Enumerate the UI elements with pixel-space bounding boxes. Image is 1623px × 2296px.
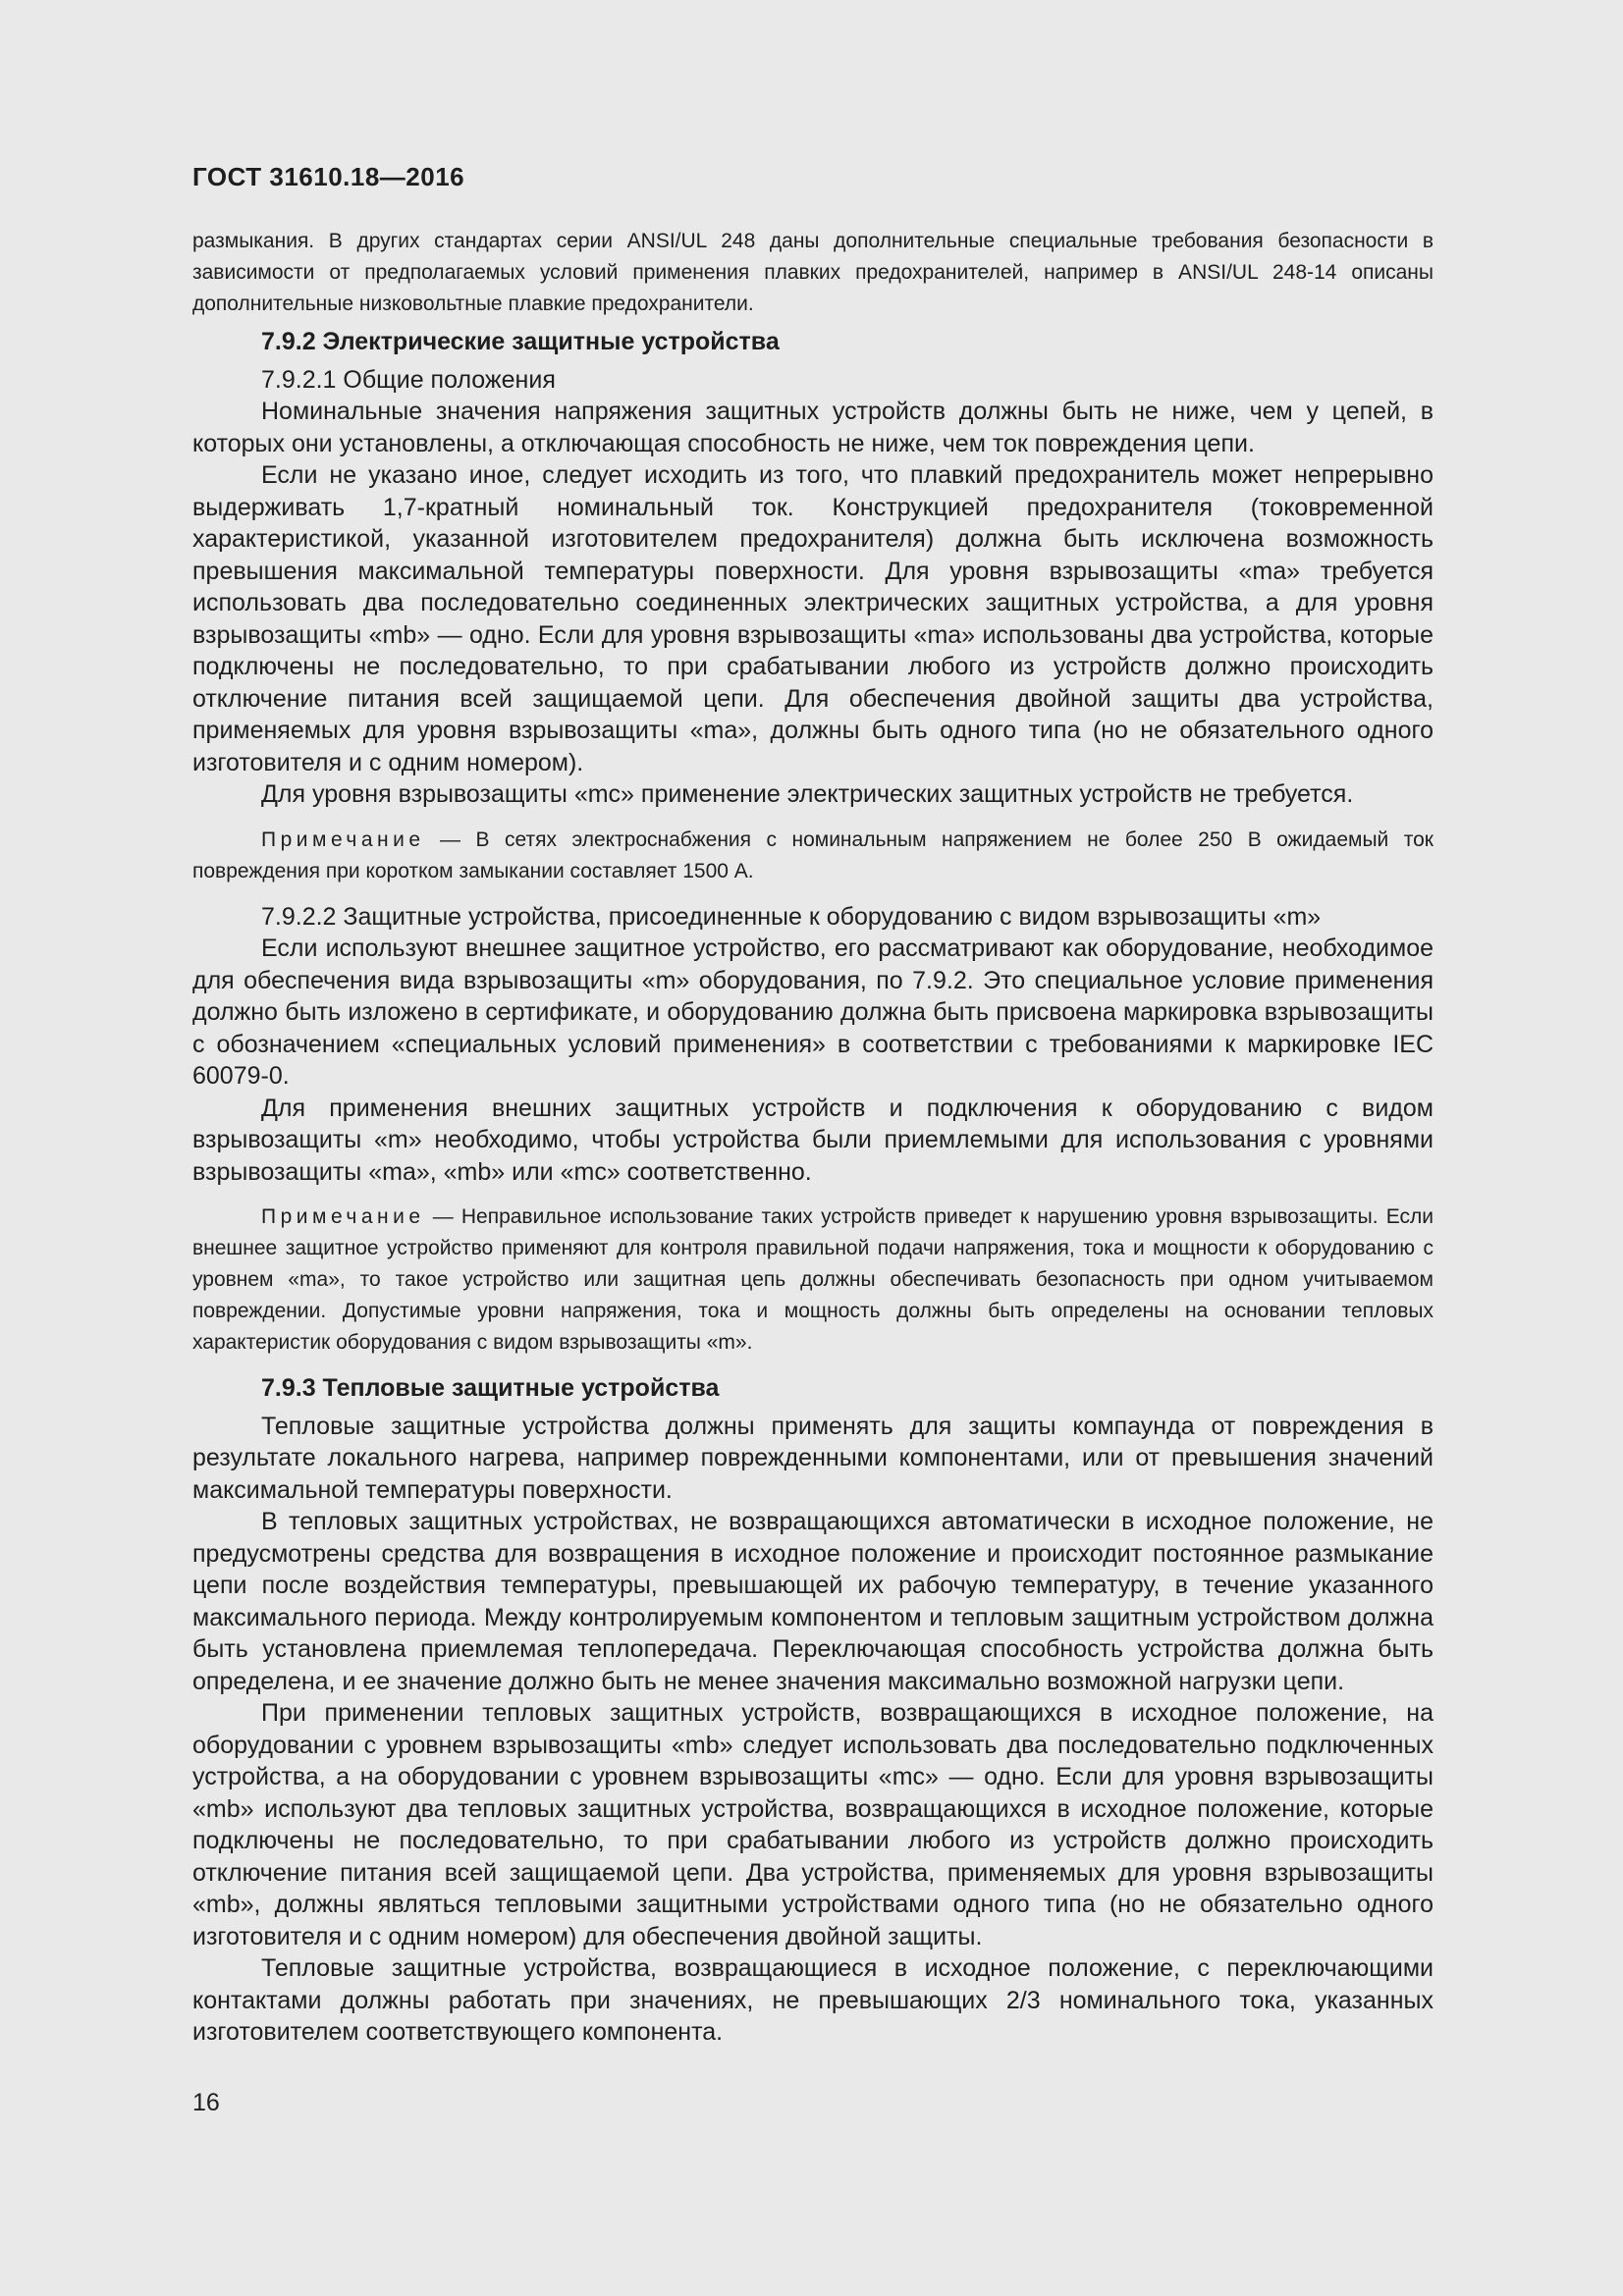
document-header: ГОСТ 31610.18—2016 <box>192 162 465 191</box>
intro-paragraph: размыкания. В других стандартах серии ANSI/UL 248 даны дополнительные специальные требования безопасности в зависимости от предполагаемых условий применения плавких предохранителей, например в ANSI/UL 248-14 описаны дополнительные низковольтные плавкие предохранители. <box>192 230 1434 315</box>
paragraph: Номинальные значения напряжения защитных устройств должны быть не ниже, чем у цепей, в которых они установлены, а отключающая способность не ниже, чем ток повреждения цепи. <box>192 398 1434 457</box>
section-heading-7-9-2: 7.9.2 Электрические защитные устройства <box>261 328 780 355</box>
note-text: — В сетях электроснабжения с номинальным напряжением не более 250 В ожидаемый ток повреждения при коротком замыкании составляет 1500 А. <box>192 828 1434 882</box>
note <box>192 1201 1434 1359</box>
paragraph: При применении тепловых защитных устройств, возвращающихся в исходное положение, на оборудовании с уровнем взрывозащиты «mb» следует использовать два последовательно подключенных устройства, а на оборудовании с уровнем взрывозащиты «mc» — одно. Если для уровня взрывозащиты «mb» используют два тепловых защитных устройства, возвращающихся в исходное положение, которые подключены не последовательно, то при срабатывании любого из устройств должно происходить отключение питания всей защищаемой цепи. Два устройства, применяемых для уровня взрывозащиты «mb», должны являться тепловыми защитными устройствами одного типа (но не обязательно одного изготовителя и с одним номером) для обеспечения двойной защиты. <box>192 1699 1434 1950</box>
paragraph: Если используют внешнее защитное устройство, его рассматривают как оборудование, необходимое для обеспечения вида взрывозащиты «m» оборудования, по 7.9.2. Это специальное условие применения должно быть изложено в сертификате, и оборудованию должна быть присвоена маркировка взрывозащиты с обозначением «специальных условий применения» в соответствии с требованиями к маркировке IEC 60079-0. <box>192 934 1434 1090</box>
subsection-heading-7-9-2-1: 7.9.2.1 Общие положения <box>261 365 556 394</box>
paragraph: Для применения внешних защитных устройств и подключения к оборудованию с видом взрывозащиты «m» необходимо, чтобы устройства были приемлемыми для использования с уровнями взрывозащиты «ma», «mb» или «mc» соответственно. <box>192 1094 1434 1186</box>
subsection-heading-7-9-2-2: 7.9.2.2 Защитные устройства, присоединенные к оборудованию с видом взрывозащиты «m» <box>261 902 1322 931</box>
note-label: Примечание <box>261 1205 425 1228</box>
section-heading-7-9-3: 7.9.3 Тепловые защитные устройства <box>261 1374 720 1402</box>
paragraph: Тепловые защитные устройства должны применять для защиты компаунда от повреждения в результате локального нагрева, например поврежденными компонентами, или от превышения значений максимальной температуры поверхности. <box>192 1412 1434 1504</box>
paragraph: Для уровня взрывозащиты «mc» применение электрических защитных устройств не требуется. <box>261 780 1354 808</box>
paragraph: Если не указано иное, следует исходить из того, что плавкий предохранитель может непрерывно выдерживать 1,7-кратный номинальный ток. Конструкцией предохранителя (токовременной характеристикой, указанной изготовителем предохранителя) должна быть исключена возможность превышения максимальной температуры поверхности. Для уровня взрывозащиты «ma» требуется использовать два последовательно соединенных электрических защитных устройства, а для уровня взрывозащиты «mb» — одно. Если для уровня взрывозащиты «ma» использованы два устройства, которые подключены не последовательно, то при срабатывании любого из устройств должно происходить отключение питания всей защищаемой цепи. Для обеспечения двойной защиты два устройства, применяемых для уровня взрывозащиты «ma», должны быть одного типа (но не обязательного одного изготовителя и с одним номером). <box>192 461 1434 776</box>
paragraph: Тепловые защитные устройства, возвращающиеся в исходное положение, с переключающими контактами должны работать при значениях, не превышающих 2/3 номинального тока, указанных изготовителем соответствующего компонента. <box>192 1954 1434 2046</box>
note <box>192 825 1434 887</box>
note-text: — Неправильное использование таких устройств приведет к нарушению уровня взрывозащиты. Если внешнее защитное устройство применяют для контроля правильной подачи напряжения, тока и мощности к оборудованию с уровнем «ma», то такое устройство или защитная цепь должны обеспечивать безопасность при одном учитываемом повреждении. Допустимые уровни напряжения, тока и мощность должны быть определены на основании тепловых характеристик оборудования с видом взрывозащиты «m». <box>192 1205 1434 1354</box>
page-number: 16 <box>192 2089 220 2116</box>
note-label: Примечание <box>261 828 425 851</box>
paragraph: В тепловых защитных устройствах, не возвращающихся автоматически в исходное положение, не предусмотрены средства для возвращения в исходное положение и происходит постоянное размыкание цепи после воздействия температуры, превышающей их рабочую температуру, в течение указанного максимального периода. Между контролируемым компонентом и тепловым защитным устройством должна быть установлена приемлемая теплопередача. Переключающая способность устройства должна быть определена, и ее значение должно быть не менее значения максимально возможной нагрузки цепи. <box>192 1508 1434 1695</box>
page-content <box>192 226 1434 2049</box>
